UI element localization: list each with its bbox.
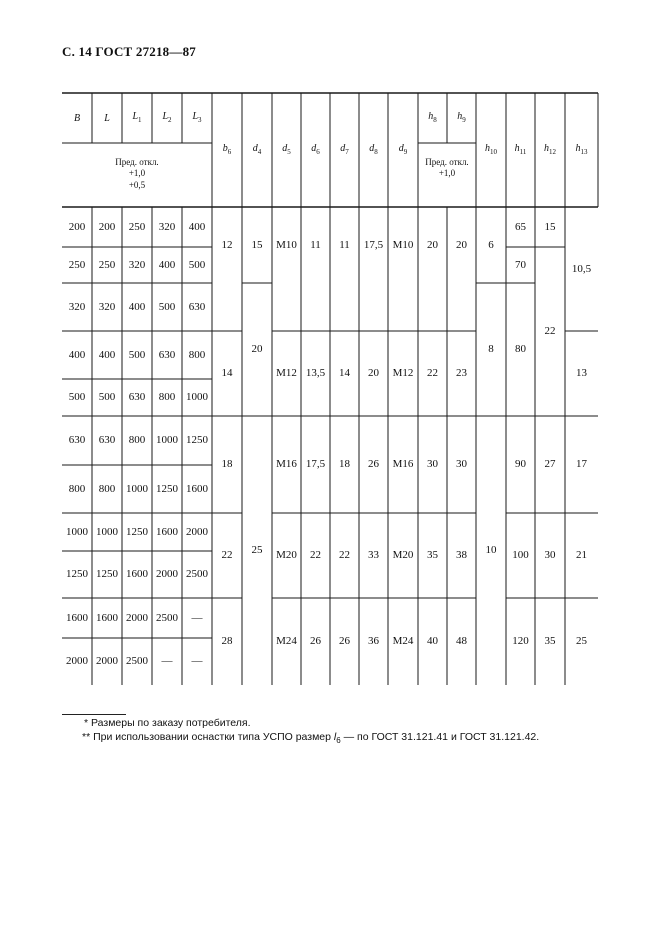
cell-l2: 1000 <box>156 434 178 447</box>
cell-h11: 100 <box>512 549 529 562</box>
cell-d9: M16 <box>392 458 414 471</box>
cell-d5: M20 <box>276 549 297 562</box>
cell-l3: — <box>191 655 203 668</box>
cell-l: 400 <box>98 348 116 361</box>
cell-l2: 1600 <box>156 525 178 538</box>
cell-h12: 30 <box>544 549 556 562</box>
col-header-d7 <box>330 93 359 207</box>
cell-d4: 15 <box>251 238 263 251</box>
col-header-h13 <box>565 93 598 207</box>
col-header-label: $d_5$ <box>282 143 291 157</box>
cell-d5: M10 <box>276 238 297 251</box>
cell-d7: 22 <box>339 549 350 562</box>
cell-l2: 1250 <box>156 482 178 495</box>
cell-l1: 1250 <box>126 525 148 538</box>
cell-b: 500 <box>68 391 86 404</box>
cell-h13: 25 <box>576 635 587 648</box>
footnote-rule <box>62 714 126 715</box>
cell-h12: 15 <box>544 220 556 233</box>
cell-l3: 630 <box>188 300 206 313</box>
cell-h13: 17 <box>576 458 587 471</box>
cell-l1: 1600 <box>126 568 148 581</box>
footnote-1: * Размеры по заказу потребителя. <box>84 717 251 729</box>
cell-h11: 70 <box>515 258 526 271</box>
cell-b: 200 <box>68 220 86 233</box>
cell-l3: 2500 <box>186 568 208 581</box>
col-header-l1 <box>122 93 152 143</box>
cell-h8: 35 <box>427 549 438 562</box>
cell-l: 1000 <box>96 525 118 538</box>
cell-h9: 20 <box>456 238 467 251</box>
cell-h10: 10 <box>485 544 497 557</box>
col-header-h10 <box>476 93 506 207</box>
cell-l3: 800 <box>188 348 206 361</box>
col-header-l2 <box>152 93 182 143</box>
cell-l3: 1250 <box>186 434 208 447</box>
cell-b: 1250 <box>66 568 88 581</box>
cell-d9: M24 <box>392 635 414 648</box>
cell-l3: 400 <box>188 220 206 233</box>
cell-d5: M12 <box>276 367 297 380</box>
cell-l: 500 <box>98 391 116 404</box>
cell-d8: 20 <box>368 367 379 380</box>
cell-d6: 13,5 <box>305 367 326 380</box>
cell-l3: 1600 <box>186 482 208 495</box>
cell-b: 1600 <box>66 611 88 624</box>
cell-l1: 2000 <box>126 611 148 624</box>
cell-d6: 22 <box>310 549 321 562</box>
cell-l2: 400 <box>158 258 176 271</box>
col-header-d5 <box>272 93 301 207</box>
col-header-d6 <box>301 93 330 207</box>
cell-l2: 800 <box>158 391 176 404</box>
cell-h11: 65 <box>515 220 526 233</box>
cell-d7: 11 <box>339 238 350 251</box>
col-header-label: $h_{12}$ <box>544 143 556 157</box>
cell-l1: 400 <box>128 300 146 313</box>
cell-h13: 10,5 <box>571 262 592 275</box>
col-header-l3 <box>182 93 212 143</box>
cell-d6: 26 <box>310 635 321 648</box>
cell-h9: 38 <box>456 549 467 562</box>
dimensions-table <box>62 93 598 685</box>
col-header-label: $h_{11}$ <box>514 143 527 157</box>
tolerance-note-dims: Пред. откл. +1,0 +0,5 <box>115 157 159 190</box>
cell-l: 1250 <box>96 568 118 581</box>
cell-l: 2000 <box>96 655 118 668</box>
col-header-label: L <box>104 112 110 124</box>
cell-d8: 36 <box>368 635 379 648</box>
cell-l3: 2000 <box>186 525 208 538</box>
cell-d7: 18 <box>339 458 350 471</box>
cell-l2: 500 <box>158 300 176 313</box>
cell-d5: M24 <box>276 635 297 648</box>
cell-l1: 250 <box>128 220 146 233</box>
cell-l: 1600 <box>96 611 118 624</box>
col-header-h11 <box>506 93 535 207</box>
col-header-h9 <box>447 93 476 143</box>
col-header-label: $d_6$ <box>311 143 320 157</box>
tolerance-note-h8h9: Пред. откл. +1,0 <box>425 157 469 179</box>
cell-h9: 30 <box>456 458 467 471</box>
cell-b6: 22 <box>221 549 233 562</box>
cell-l: 630 <box>98 434 116 447</box>
cell-h8: 40 <box>427 635 438 648</box>
col-header-h8 <box>418 93 447 143</box>
cell-h11: 120 <box>512 635 529 648</box>
cell-d8: 17,5 <box>363 238 384 251</box>
cell-d8: 33 <box>368 549 379 562</box>
col-header-l <box>92 93 122 143</box>
footnotes <box>84 716 539 748</box>
cell-h8: 22 <box>427 367 438 380</box>
cell-d9: M10 <box>392 238 414 251</box>
cell-d4: 25 <box>251 544 263 557</box>
col-header-d9 <box>388 93 418 207</box>
cell-h13: 13 <box>576 367 587 380</box>
cell-h11: 80 <box>515 343 526 356</box>
col-header-d8 <box>359 93 388 207</box>
cell-l3: 1000 <box>186 391 208 404</box>
col-header-label: $L_1$ <box>132 111 142 125</box>
cell-h9: 48 <box>456 635 467 648</box>
cell-l1: 800 <box>128 434 146 447</box>
cell-l: 200 <box>98 220 116 233</box>
cell-b6: 18 <box>221 458 233 471</box>
cell-l2: — <box>161 655 173 668</box>
col-header-d4 <box>242 93 272 207</box>
cell-d4: 20 <box>251 343 263 356</box>
cell-l2: 2500 <box>156 611 178 624</box>
col-header-b6 <box>212 93 242 207</box>
col-header-label: $L_2$ <box>162 111 172 125</box>
cell-l3: 500 <box>188 258 206 271</box>
cell-l1: 1000 <box>126 482 148 495</box>
col-header-label: $h_{10}$ <box>485 143 497 157</box>
cell-b: 800 <box>68 482 86 495</box>
cell-l2: 2000 <box>156 568 178 581</box>
col-header-label: $h_8$ <box>428 111 437 125</box>
col-header-label: $d_9$ <box>398 143 408 157</box>
cell-h12: 27 <box>544 458 556 471</box>
cell-b: 320 <box>68 300 86 313</box>
cell-b6: 14 <box>221 367 233 380</box>
cell-h12: 22 <box>544 325 556 338</box>
col-header-label: $d_7$ <box>340 143 349 157</box>
col-header-label: $h_{13}$ <box>575 143 588 157</box>
footnote-2: ** При использовании оснастки типа УСПО размер $l_6$ — по ГОСТ 31.121.41 и ГОСТ 31.121.42. <box>82 731 540 746</box>
cell-l1: 500 <box>128 348 146 361</box>
cell-h10: 8 <box>488 343 494 356</box>
cell-b: 1000 <box>66 525 88 538</box>
cell-l3: — <box>191 611 203 624</box>
cell-b: 250 <box>68 258 86 271</box>
col-header-label: $h_9$ <box>457 111 466 125</box>
col-header-label: $b_6$ <box>222 143 232 157</box>
cell-b: 400 <box>68 348 86 361</box>
cell-l: 250 <box>98 258 116 271</box>
cell-l1: 2500 <box>126 655 148 668</box>
cell-l2: 320 <box>158 220 176 233</box>
cell-d5: M16 <box>276 458 297 471</box>
cell-d9: M12 <box>392 367 414 380</box>
cell-h12: 35 <box>544 635 556 648</box>
col-header-label: B <box>73 112 81 124</box>
cell-h8: 30 <box>427 458 438 471</box>
cell-b6: 12 <box>221 238 233 251</box>
cell-l1: 320 <box>128 258 146 271</box>
cell-l: 800 <box>98 482 116 495</box>
cell-b: 630 <box>68 434 86 447</box>
cell-h13: 21 <box>576 549 587 562</box>
cell-h11: 90 <box>515 458 526 471</box>
cell-d7: 26 <box>339 635 350 648</box>
cell-d8: 26 <box>368 458 379 471</box>
cell-l: 320 <box>98 300 116 313</box>
cell-b6: 28 <box>221 635 233 648</box>
cell-d9: M20 <box>392 549 414 562</box>
cell-d7: 14 <box>339 367 350 380</box>
col-header-b <box>62 93 92 143</box>
cell-d6: 17,5 <box>305 458 326 471</box>
cell-b: 2000 <box>66 655 88 668</box>
cell-l1: 630 <box>128 391 146 404</box>
cell-h9: 23 <box>456 367 467 380</box>
cell-d6: 11 <box>310 238 321 251</box>
col-header-h12 <box>535 93 565 207</box>
col-header-label: $d_4$ <box>252 143 262 157</box>
col-header-label: $L_3$ <box>192 111 202 125</box>
col-header-label: $d_8$ <box>369 143 378 157</box>
page-header: С. 14 ГОСТ 27218—87 <box>62 44 196 59</box>
cell-h10: 6 <box>488 238 494 251</box>
cell-h8: 20 <box>427 238 438 251</box>
cell-l2: 630 <box>158 348 176 361</box>
